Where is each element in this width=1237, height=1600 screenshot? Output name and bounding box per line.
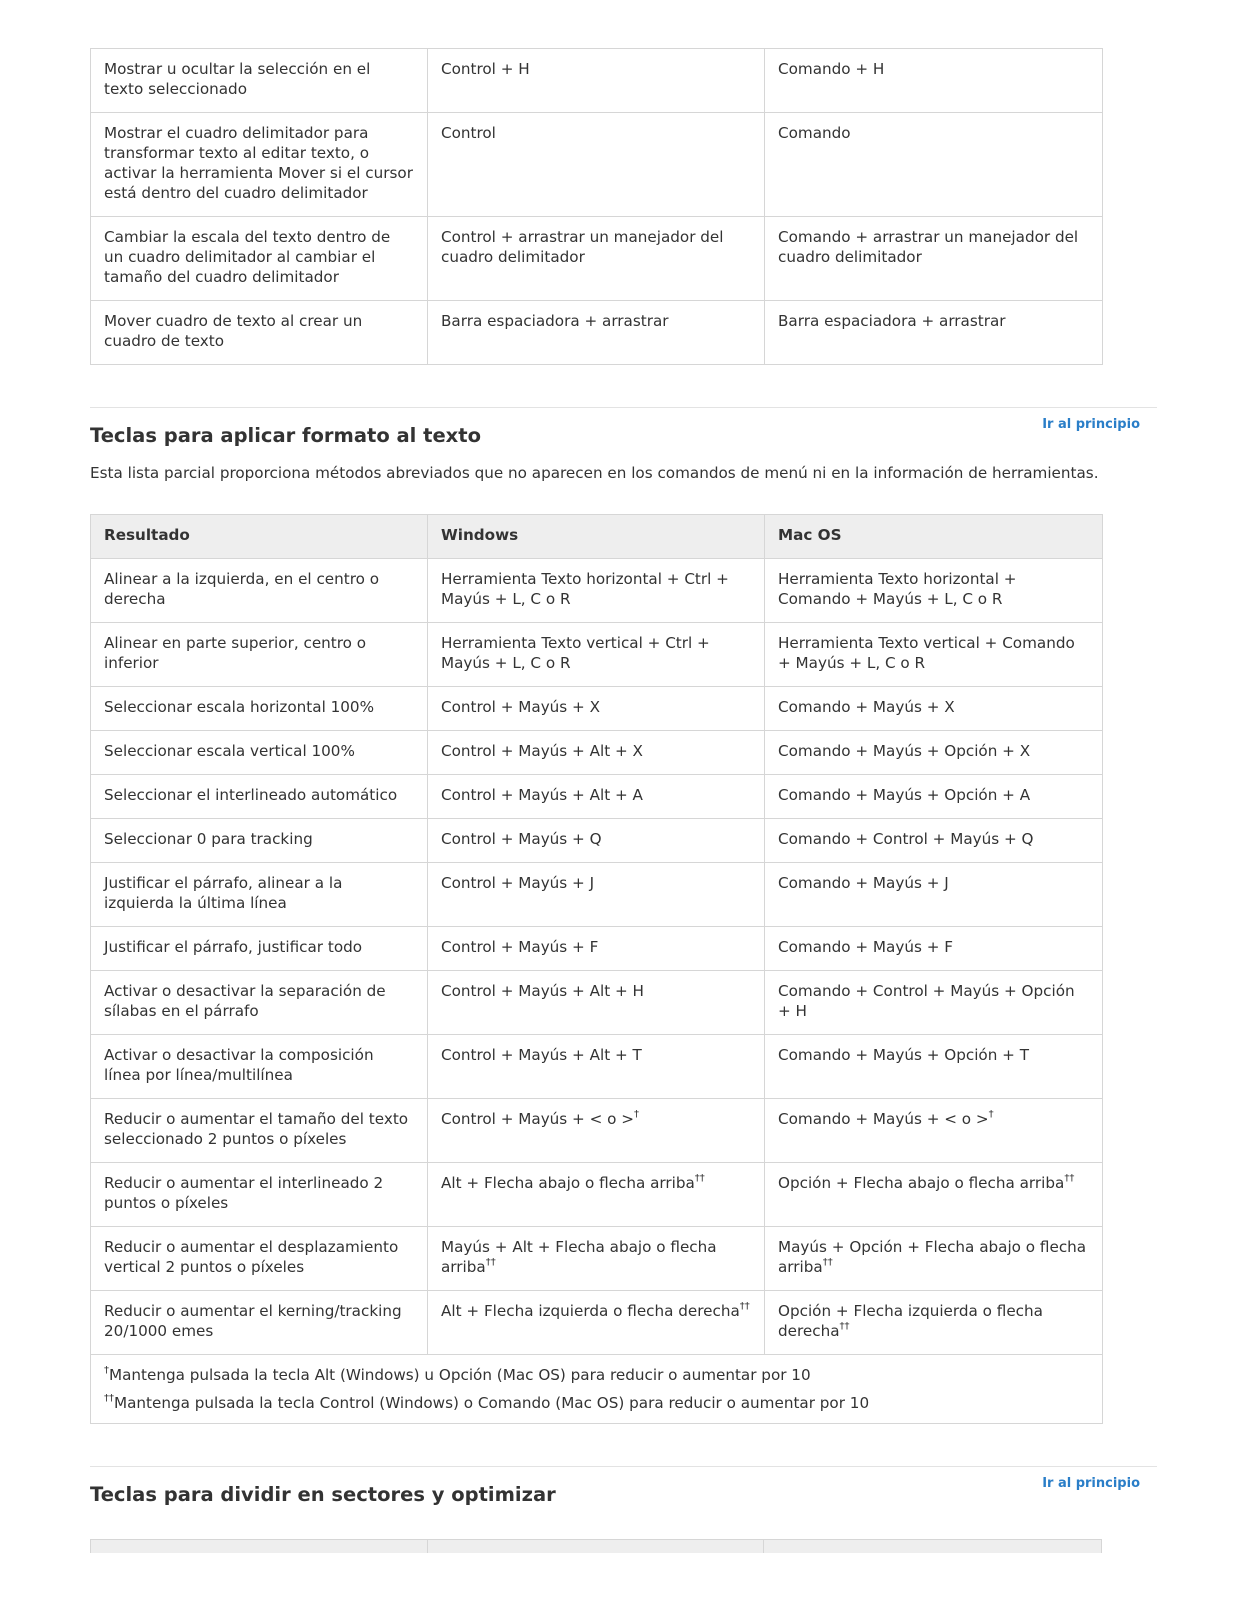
footnote <box>104 1393 1089 1413</box>
footnote-mark: † <box>104 1364 109 1376</box>
windows-cell <box>428 1035 765 1099</box>
result-cell-text: Reducir o aumentar el kerning/tracking 20/1000 emes <box>104 1302 402 1340</box>
windows-cell <box>428 819 765 863</box>
table-row <box>91 927 1103 971</box>
result-cell-text: Mostrar el cuadro delimitador para transformar texto al editar texto, o activar la herramienta Mover si el cursor está dentro del cuadro delimitador <box>104 124 413 202</box>
mac-cell-text: Comando + Mayús + Opción + A <box>778 786 1031 804</box>
result-cell <box>91 217 428 301</box>
mac-cell-text: Mayús + Opción + Flecha abajo o flecha arriba <box>778 1238 1087 1276</box>
result-cell <box>91 971 428 1035</box>
mac-cell <box>765 1291 1103 1355</box>
mac-cell <box>765 1035 1103 1099</box>
result-cell <box>91 687 428 731</box>
mac-cell <box>765 113 1103 217</box>
section-title: Teclas para aplicar formato al texto <box>90 424 481 447</box>
windows-cell <box>428 623 765 687</box>
header-windows: Windows <box>428 515 765 559</box>
table-row <box>91 731 1103 775</box>
footnote-mark: †† <box>694 1172 705 1184</box>
table-row <box>91 1227 1103 1291</box>
result-cell <box>91 623 428 687</box>
windows-cell-text: Barra espaciadora + arrastrar <box>441 312 669 330</box>
result-cell-text: Reducir o aumentar el desplazamiento vertical 2 puntos o píxeles <box>104 1238 399 1276</box>
result-cell <box>91 559 428 623</box>
header-cell <box>91 1540 428 1553</box>
footnotes <box>91 1355 1103 1424</box>
windows-cell <box>428 1227 765 1291</box>
mac-cell <box>765 217 1103 301</box>
result-cell-text: Activar o desactivar la composición línea por línea/multilínea <box>104 1046 374 1084</box>
mac-cell <box>765 1099 1103 1163</box>
mac-cell <box>765 819 1103 863</box>
mac-cell <box>765 775 1103 819</box>
mac-cell-text: Comando + Mayús + X <box>778 698 955 716</box>
mac-cell-text: Comando + Mayús + Opción + X <box>778 742 1031 760</box>
back-to-top-link[interactable]: Ir al principio <box>1042 1476 1140 1491</box>
footnote-mark: †† <box>104 1392 114 1404</box>
mac-cell <box>765 559 1103 623</box>
table-header-partial <box>90 1539 1102 1553</box>
windows-cell <box>428 687 765 731</box>
result-cell-text: Alinear a la izquierda, en el centro o derecha <box>104 570 380 608</box>
windows-cell <box>428 971 765 1035</box>
windows-cell <box>428 731 765 775</box>
footnote-text: Mantenga pulsada la tecla Alt (Windows) u Opción (Mac OS) para reducir o aumentar por 10 <box>109 1366 811 1384</box>
table-row <box>91 687 1103 731</box>
windows-cell <box>428 49 765 113</box>
mac-cell-text: Barra espaciadora + arrastrar <box>778 312 1006 330</box>
header-cell <box>428 1540 765 1553</box>
result-cell-text: Reducir o aumentar el interlineado 2 puntos o píxeles <box>104 1174 384 1212</box>
table-row <box>91 1163 1103 1227</box>
footnote-mark: †† <box>1064 1172 1075 1184</box>
mac-cell <box>765 863 1103 927</box>
mac-cell-text: Comando + Control + Mayús + Opción + H <box>778 982 1075 1020</box>
result-cell <box>91 1291 428 1355</box>
mac-cell-text: Comando + Control + Mayús + Q <box>778 830 1034 848</box>
section-divider <box>90 1466 1157 1491</box>
header-cell <box>764 1540 1101 1553</box>
windows-cell-text: Herramienta Texto horizontal + Ctrl + Mayús + L, C o R <box>441 570 729 608</box>
windows-cell <box>428 927 765 971</box>
footnote-mark: † <box>634 1108 639 1120</box>
windows-cell-text: Alt + Flecha izquierda o flecha derecha <box>441 1302 740 1320</box>
mac-cell-text: Comando + Mayús + < o > <box>778 1110 989 1128</box>
table-row <box>91 301 1103 365</box>
table-row <box>91 623 1103 687</box>
result-cell-text: Mover cuadro de texto al crear un cuadro de texto <box>104 312 363 350</box>
windows-cell-text: Control + H <box>441 60 530 78</box>
mac-cell-text: Comando + Mayús + J <box>778 874 949 892</box>
windows-cell <box>428 775 765 819</box>
result-cell <box>91 819 428 863</box>
result-cell <box>91 1227 428 1291</box>
section-divider <box>90 407 1157 432</box>
result-cell <box>91 1163 428 1227</box>
result-cell <box>91 775 428 819</box>
windows-cell <box>428 217 765 301</box>
windows-cell-text: Control + Mayús + X <box>441 698 601 716</box>
windows-cell-text: Herramienta Texto vertical + Ctrl + Mayús + L, C o R <box>441 634 710 672</box>
table-row <box>91 1291 1103 1355</box>
result-cell <box>91 927 428 971</box>
result-cell <box>91 731 428 775</box>
footnote-mark: †† <box>485 1256 496 1268</box>
result-cell <box>91 49 428 113</box>
windows-cell-text: Alt + Flecha abajo o flecha arriba <box>441 1174 695 1192</box>
result-cell <box>91 1099 428 1163</box>
windows-cell <box>428 301 765 365</box>
windows-cell-text: Control + Mayús + Alt + A <box>441 786 643 804</box>
table-row <box>91 819 1103 863</box>
table-row <box>91 559 1103 623</box>
back-to-top-link[interactable]: Ir al principio <box>1042 417 1140 432</box>
windows-cell-text: Control + Mayús + F <box>441 938 599 956</box>
mac-cell <box>765 1227 1103 1291</box>
footnote-mark: †† <box>739 1300 750 1312</box>
windows-cell-text: Control + Mayús + Alt + X <box>441 742 643 760</box>
mac-cell <box>765 731 1103 775</box>
table-row <box>91 49 1103 113</box>
mac-cell-text: Herramienta Texto vertical + Comando + Mayús + L, C o R <box>778 634 1075 672</box>
windows-cell-text: Control + Mayús + Alt + T <box>441 1046 642 1064</box>
windows-cell-text: Control + Mayús + < o > <box>441 1110 634 1128</box>
header-mac: Mac OS <box>765 515 1103 559</box>
mac-cell-text: Opción + Flecha abajo o flecha arriba <box>778 1174 1065 1192</box>
table-row <box>91 863 1103 927</box>
windows-cell-text: Control + Mayús + Alt + H <box>441 982 644 1000</box>
mac-cell-text: Comando + Mayús + F <box>778 938 953 956</box>
windows-cell-text: Mayús + Alt + Flecha abajo o flecha arriba <box>441 1238 717 1276</box>
result-cell-text: Justificar el párrafo, alinear a la izquierda la última línea <box>104 874 343 912</box>
table-row <box>91 217 1103 301</box>
mac-cell <box>765 927 1103 971</box>
table-row <box>91 1099 1103 1163</box>
result-cell-text: Seleccionar el interlineado automático <box>104 786 398 804</box>
section-title: Teclas para dividir en sectores y optimizar <box>90 1483 556 1506</box>
mac-cell <box>765 1163 1103 1227</box>
section-intro: Esta lista parcial proporciona métodos abreviados que no aparecen en los comandos de menú ni en la información de herramientas. <box>90 464 1099 482</box>
mac-cell-text: Comando + arrastrar un manejador del cuadro delimitador <box>778 228 1079 266</box>
result-cell-text: Cambiar la escala del texto dentro de un cuadro delimitador al cambiar el tamaño del cuadro delimitador <box>104 228 391 286</box>
result-cell-text: Seleccionar 0 para tracking <box>104 830 313 848</box>
windows-cell-text: Control + arrastrar un manejador del cuadro delimitador <box>441 228 724 266</box>
windows-cell-text: Control + Mayús + Q <box>441 830 602 848</box>
mac-cell <box>765 49 1103 113</box>
text-format-shortcut-table <box>90 514 1103 1424</box>
windows-cell-text: Control + Mayús + J <box>441 874 595 892</box>
mac-cell <box>765 687 1103 731</box>
windows-cell <box>428 863 765 927</box>
mac-cell-text: Herramienta Texto horizontal + Comando + Mayús + L, C o R <box>778 570 1017 608</box>
table-body <box>91 49 1103 365</box>
result-cell <box>91 863 428 927</box>
result-cell-text: Reducir o aumentar el tamaño del texto seleccionado 2 puntos o píxeles <box>104 1110 409 1148</box>
table-header-row <box>91 515 1103 559</box>
table-row <box>91 775 1103 819</box>
table-row <box>91 971 1103 1035</box>
result-cell-text: Activar o desactivar la separación de sílabas en el párrafo <box>104 982 386 1020</box>
table-row <box>91 1035 1103 1099</box>
result-cell <box>91 113 428 217</box>
footnote-mark: †† <box>839 1320 850 1332</box>
result-cell <box>91 1035 428 1099</box>
result-cell <box>91 301 428 365</box>
result-cell-text: Seleccionar escala horizontal 100% <box>104 698 375 716</box>
result-cell-text: Seleccionar escala vertical 100% <box>104 742 355 760</box>
document-page <box>90 0 1157 1553</box>
footnote <box>104 1365 1089 1385</box>
windows-cell <box>428 1163 765 1227</box>
result-cell-text: Mostrar u ocultar la selección en el texto seleccionado <box>104 60 371 98</box>
table-body <box>91 559 1103 1355</box>
footnote-mark: †† <box>822 1256 833 1268</box>
mac-cell <box>765 301 1103 365</box>
mac-cell-text: Comando <box>778 124 851 142</box>
mac-cell-text: Comando + H <box>778 60 885 78</box>
header-result: Resultado <box>91 515 428 559</box>
windows-cell <box>428 559 765 623</box>
windows-cell-text: Control <box>441 124 496 142</box>
result-cell-text: Alinear en parte superior, centro o inferior <box>104 634 367 672</box>
footnote-mark: † <box>988 1108 994 1120</box>
footnote-text: Mantenga pulsada la tecla Control (Windows) o Comando (Mac OS) para reducir o aumentar por 10 <box>114 1394 870 1412</box>
result-cell-text: Justificar el párrafo, justificar todo <box>104 938 363 956</box>
footnote-row <box>91 1355 1103 1424</box>
mac-cell <box>765 971 1103 1035</box>
mac-cell-text: Opción + Flecha izquierda o flecha derecha <box>778 1302 1043 1340</box>
mac-cell <box>765 623 1103 687</box>
windows-cell <box>428 1291 765 1355</box>
table-row <box>91 113 1103 217</box>
windows-cell <box>428 1099 765 1163</box>
windows-cell <box>428 113 765 217</box>
shortcut-table-continued <box>90 48 1103 365</box>
mac-cell-text: Comando + Mayús + Opción + T <box>778 1046 1029 1064</box>
